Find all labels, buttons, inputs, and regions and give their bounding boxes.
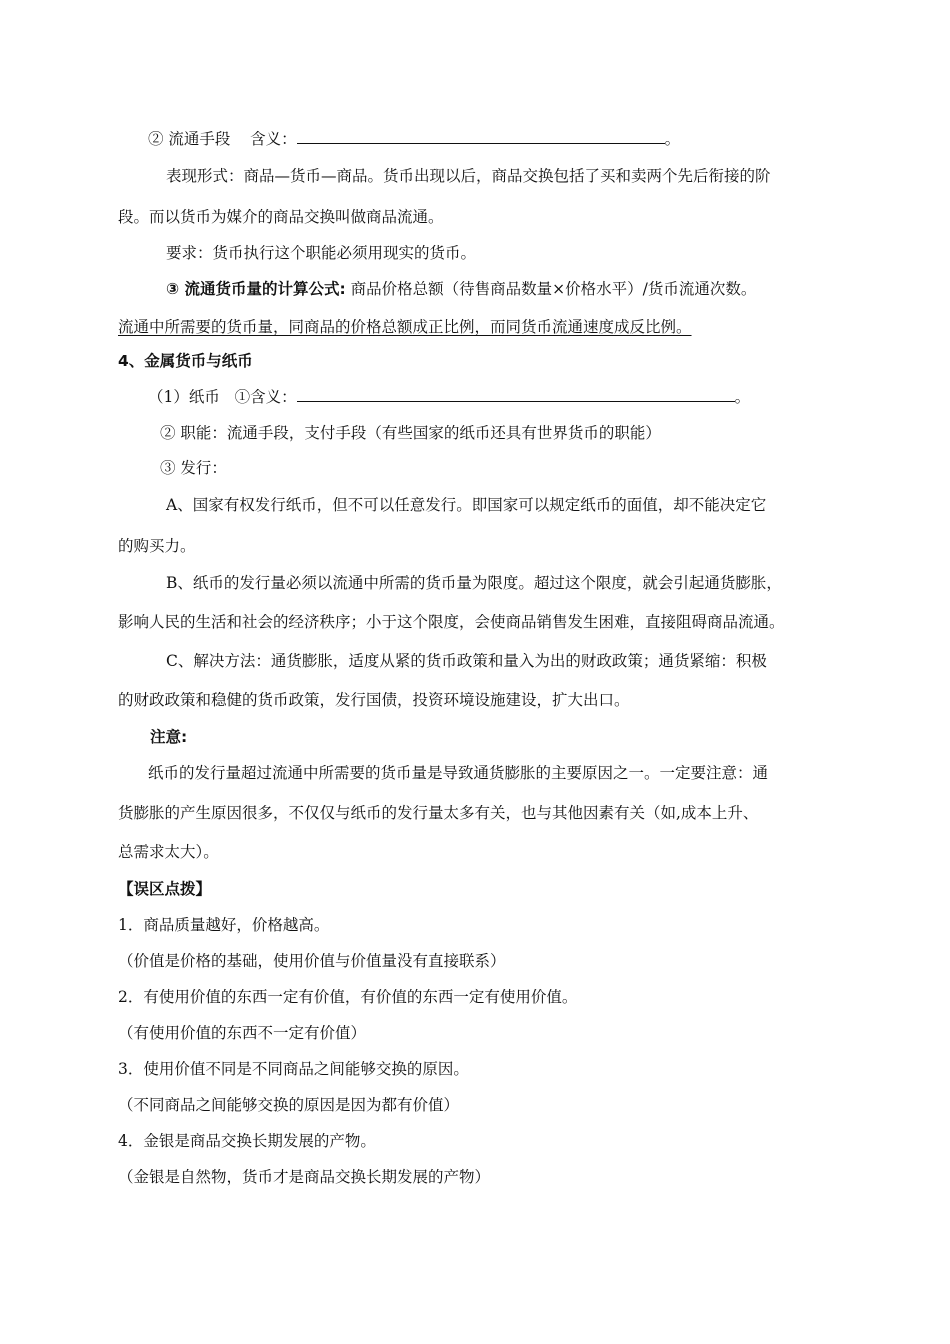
requirement-line: 要求：货币执行这个职能必须用现实的货币。 [166,244,477,262]
issue-a-line-1: A、国家有权发行纸币，但不可以任意发行。即国家可以规定纸币的面值，却不能决定它 [166,496,767,514]
formula-heading: ③ 流通货币量的计算公式: [166,280,346,298]
paper-money-head: （1）纸币 [148,388,220,406]
paper-function-line: ② 职能：流通手段，支付手段（有些国家的纸币还具有世界货币的职能） [160,424,661,442]
issue-c-line-2: 的财政政策和稳健的货币政策，发行国债，投资环境设施建设，扩大出口。 [118,691,630,709]
mistake-question: 4．金银是商品交换长期发展的产物。 [118,1132,376,1150]
meaning-label: 含义： [250,130,297,148]
circulation-means-label: ② 流通手段 [148,130,231,148]
note-line-1: 纸币的发行量超过流通中所需要的货币量是导致通货膨胀的主要原因之一。一定要注意：通 [148,764,769,782]
note-line-3: 总需求太大）。 [118,843,219,861]
paper-money-meaning-line [148,386,750,408]
mistake-question: 2．有使用价值的东西一定有价值，有价值的东西一定有使用价值。 [118,988,578,1006]
mistake-question: 1．商品质量越好，价格越高。 [118,916,330,934]
period: 。 [734,388,751,406]
mistake-answer: （金银是自然物，货币才是商品交换长期发展的产物） [118,1168,491,1186]
mistake-answer: （价值是价格的基础，使用价值与价值量没有直接联系） [118,952,506,970]
period: 。 [664,130,681,148]
paper-meaning-blank[interactable] [297,387,735,402]
mistake-question: 3．使用价值不同是不同商品之间能够交换的原因。 [118,1060,469,1078]
mistake-answer: （不同商品之间能够交换的原因是因为都有价值） [118,1096,460,1114]
issue-b-line-1: B、纸币的发行量必须以流通中所需的货币量为限度。超过这个限度，就会引起通货膨胀， [166,574,782,592]
issue-b-line-2: 影响人民的生活和社会的经济秩序；小于这个限度，会使商品销售发生困难，直接阻碍商品流通。 [118,613,785,631]
formula-line [166,278,756,300]
note-title: 注意: [150,728,188,746]
section-4-heading: 4、金属货币与纸币 [118,352,253,370]
paper-meaning-label: ①含义： [234,388,297,406]
note-line-2: 货膨胀的产生原因很多，不仅仅与纸币的发行量太多有关，也与其他因素有关（如,成本上升、 [118,804,759,822]
issue-a-line-2: 的购买力。 [118,537,196,555]
mistake-answer: （有使用价值的东西不一定有价值） [118,1024,367,1042]
meaning-blank[interactable] [297,129,665,144]
form-line-1: 表现形式：商品—货币—商品。货币出现以后，商品交换包括了买和卖两个先后衔接的阶 [166,167,771,185]
issue-c-line-1: C、解决方法：通货膨胀，适度从紧的货币政策和量入为出的财政政策；通货紧缩：积极 [166,652,767,670]
circulation-means-line [148,128,680,150]
paper-issue-heading: ③ 发行： [160,459,227,477]
form-line-2: 段。而以货币为媒介的商品交换叫做商品流通。 [118,208,444,226]
formula-note: 流通中所需要的货币量，同商品的价格总额成正比例，而同货币流通速度成反比例。 [118,318,692,336]
formula-text: 商品价格总额（待售商品数量×价格水平）/货币流通次数。 [350,280,757,298]
mistakes-title: 【误区点拨】 [118,880,212,898]
